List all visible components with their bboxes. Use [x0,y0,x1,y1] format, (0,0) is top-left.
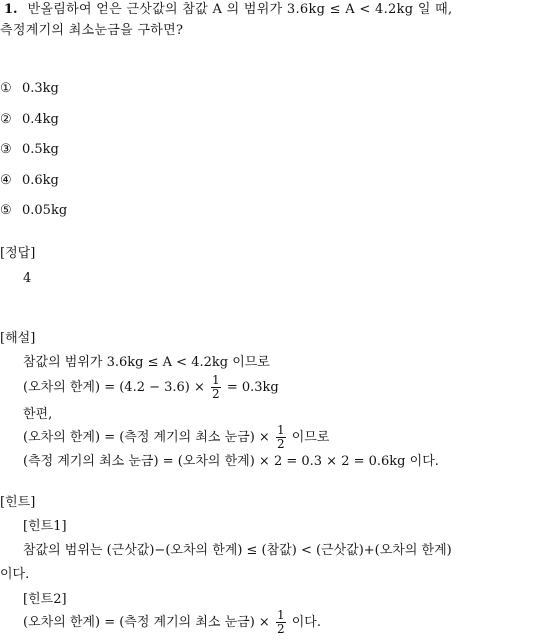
hint-2-line [23,607,321,639]
explanation-line-4 [23,422,329,454]
choice-4-text: 0.6kg [22,173,59,188]
question-text-2: 측정계기의 최소눈금을 구하면? [0,23,184,38]
explanation-line-4-post: 이므로 [291,430,330,445]
hint-label: [힌트] [0,495,36,510]
hint-1-line-2: 이다. [0,567,30,582]
fraction-numerator: 1 [212,373,220,387]
question-line-1 [4,1,452,19]
question-line-2 [0,22,183,40]
explanation-line-2-post: = 0.3kg [226,380,279,395]
fraction-numerator: 1 [276,608,285,622]
explanation-line-5: (측정 계기의 최소 눈금) = (오차의 한계) × 2 = 0.3 × 2 = 0.6kg 이다. [23,454,439,469]
choice-5-text: 0.05kg [22,203,68,218]
choice-5-mark: ⑤ [0,203,12,218]
explanation-line-3: 한편, [23,407,53,422]
fraction-one-half [211,374,221,401]
fraction-numerator: 1 [276,423,285,437]
explanation-line-2-pre: (오차의 한계) = (4.2 − 3.6) × [23,380,205,395]
fraction-denominator: 2 [212,387,220,401]
choice-5[interactable] [0,202,67,220]
answer-value: 4 [23,271,32,286]
choice-1-mark: ① [0,81,12,96]
choice-4-mark: ④ [0,173,12,188]
hint-2-pre: (오차의 한계) = (측정 계기의 최소 눈금) × [23,615,270,630]
answer-label: [정답] [0,246,36,261]
choice-3-mark: ③ [0,142,12,157]
fraction-denominator: 2 [276,622,285,636]
explanation-line-1: 참값의 범위가 3.6kg ≤ A < 4.2kg 이므로 [23,355,270,370]
question-number: 1. [4,2,18,17]
hint-1-line-1: 참값의 범위는 (근삿값)−(오차의 한계) ≤ (참값) < (근삿값)+(오차의 한계) [23,543,452,558]
choice-2-text: 0.4kg [22,112,59,127]
choice-2-mark: ② [0,112,12,127]
choice-1-text: 0.3kg [22,81,59,96]
choice-1[interactable] [0,80,59,98]
fraction-one-half [276,424,286,451]
choice-4[interactable] [0,172,59,190]
hint-2-post: 이다. [291,615,321,630]
hint-2-label: [힌트2] [23,592,67,607]
choice-3-text: 0.5kg [22,142,59,157]
choice-3[interactable] [0,141,59,159]
hint-1-label: [힌트1] [23,519,67,534]
explanation-line-4-pre: (오차의 한계) = (측정 계기의 최소 눈금) × [23,430,270,445]
explanation-line-2 [23,372,279,404]
explanation-label: [해설] [0,331,36,346]
choice-2[interactable] [0,111,59,129]
fraction-one-half [276,609,286,636]
fraction-denominator: 2 [276,437,285,451]
question-text-1: 반올림하여 얻은 근삿값의 참값 A 의 범위가 3.6kg ≤ A < 4.2kg 일 때, [27,2,453,17]
